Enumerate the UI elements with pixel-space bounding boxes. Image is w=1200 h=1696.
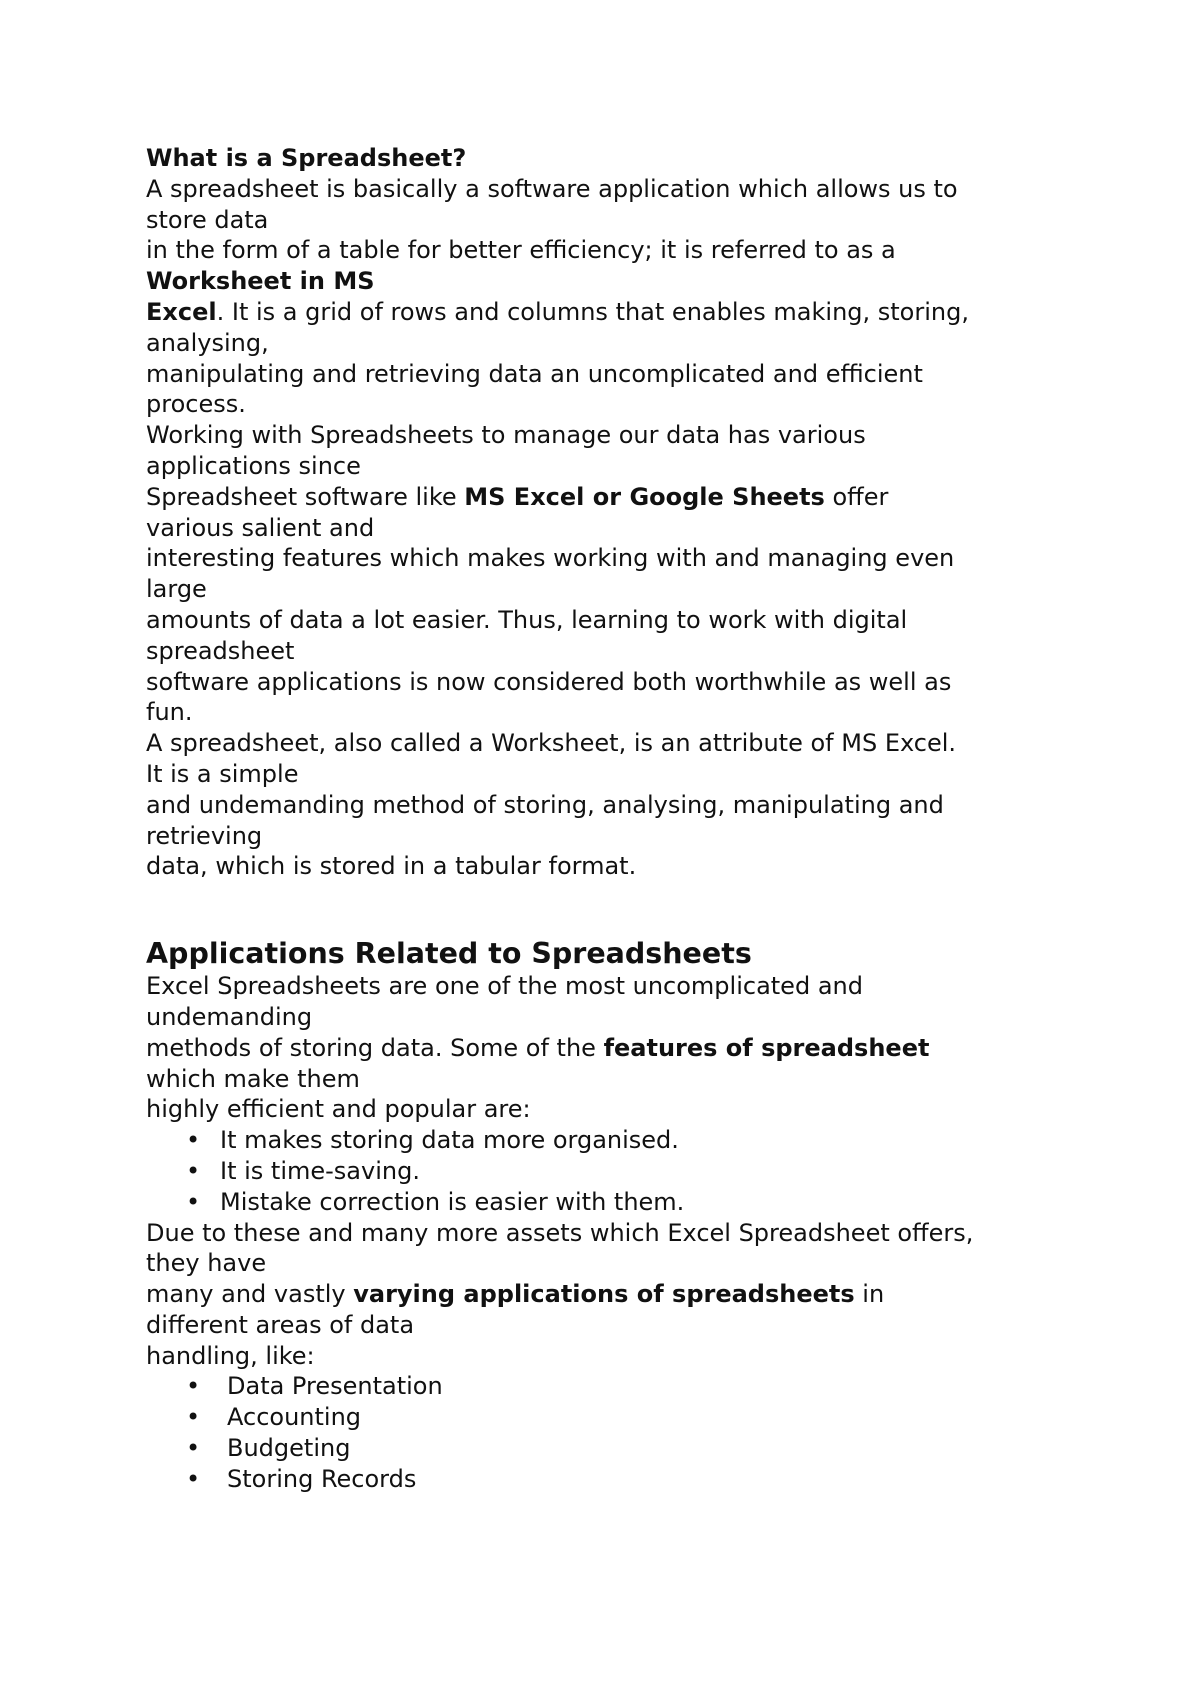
features-list: [146, 1125, 1136, 1217]
paragraph-line: data, which is stored in a tabular format.: [146, 852, 637, 881]
paragraph-line: which make them: [146, 1064, 360, 1093]
paragraph-line: [146, 1279, 1136, 1310]
paragraph-line: Due to these and many more assets which Excel Spreadsheet offers,: [146, 1218, 974, 1247]
section-heading-applications: Applications Related to Spreadsheets: [146, 937, 752, 971]
paragraph-line: [146, 482, 1136, 513]
paragraph-line: fun.: [146, 698, 193, 727]
list-item-text: It is time-saving.: [220, 1156, 420, 1185]
applications-list: [146, 1371, 1136, 1494]
bold-term-ms-excel-google-sheets: MS Excel or Google Sheets: [464, 482, 825, 511]
bold-term-worksheet: Worksheet in MS: [146, 267, 375, 296]
paragraph-line: store data: [146, 205, 269, 234]
paragraph-text: offer: [824, 482, 889, 511]
paragraph-line: they have: [146, 1249, 267, 1278]
paragraph-text: . It is a grid of rows and columns that enables making, storing,: [216, 297, 969, 326]
paragraph-line: process.: [146, 390, 246, 419]
bold-term-varying-applications: varying applications of spreadsheets: [353, 1280, 855, 1309]
list-item-text: Storing Records: [227, 1464, 417, 1493]
paragraph-line: and undemanding method of storing, analysing, manipulating and: [146, 790, 944, 819]
paragraph-line: different areas of data: [146, 1310, 415, 1339]
paragraph-line: manipulating and retrieving data an uncomplicated and efficient: [146, 359, 923, 388]
paragraph-line: in the form of a table for better efficiency; it is referred to as a: [146, 236, 896, 265]
document-page: [146, 143, 1136, 1495]
list-item: [146, 1464, 1136, 1495]
paragraph-line: retrieving: [146, 821, 263, 850]
list-item-text: Data Presentation: [227, 1372, 443, 1401]
list-item-text: It makes storing data more organised.: [220, 1126, 679, 1155]
list-item: [146, 1402, 1136, 1433]
section-heading-what-is-spreadsheet: What is a Spreadsheet?: [146, 144, 467, 172]
paragraph-line: It is a simple: [146, 759, 299, 788]
paragraph-line: spreadsheet: [146, 636, 295, 665]
paragraph-line: software applications is now considered both worthwhile as well as: [146, 667, 952, 696]
paragraph-line: undemanding: [146, 1002, 313, 1031]
paragraph-line: various salient and: [146, 513, 375, 542]
list-item: [146, 1156, 1136, 1187]
paragraph-line: [146, 1033, 1136, 1064]
paragraph-text: Spreadsheet software like: [146, 482, 465, 511]
paragraph-text: many and vastly: [146, 1280, 354, 1309]
paragraph-line: analysing,: [146, 328, 269, 357]
paragraph-line: A spreadsheet, also called a Worksheet, is an attribute of MS Excel.: [146, 729, 957, 758]
paragraph-line: amounts of data a lot easier. Thus, learning to work with digital: [146, 605, 908, 634]
bullet-icon: •: [186, 1434, 201, 1463]
paragraph-line: large: [146, 575, 207, 604]
bullet-icon: •: [186, 1464, 201, 1493]
paragraph-line: [146, 297, 1136, 328]
bullet-icon: •: [186, 1187, 201, 1216]
list-item-text: Mistake correction is easier with them.: [220, 1187, 685, 1216]
bullet-icon: •: [186, 1403, 201, 1432]
list-item: [146, 1187, 1136, 1218]
paragraph-line: A spreadsheet is basically a software application which allows us to: [146, 174, 958, 203]
paragraph-line: applications since: [146, 451, 361, 480]
paragraph-line: Working with Spreadsheets to manage our data has various: [146, 421, 866, 450]
bullet-icon: •: [186, 1372, 201, 1401]
paragraph-line: interesting features which makes working with and managing even: [146, 544, 955, 573]
list-item: [146, 1125, 1136, 1156]
paragraph-line: highly efficient and popular are:: [146, 1095, 531, 1124]
bold-term-features: features of spreadsheet: [603, 1033, 930, 1062]
paragraph-text: in: [854, 1280, 885, 1309]
list-item: [146, 1371, 1136, 1402]
paragraph-line: handling, like:: [146, 1341, 315, 1370]
list-item: [146, 1433, 1136, 1464]
bullet-icon: •: [186, 1156, 201, 1185]
list-item-text: Budgeting: [227, 1434, 351, 1463]
paragraph-text: methods of storing data. Some of the: [146, 1033, 604, 1062]
list-item-text: Accounting: [227, 1403, 362, 1432]
bold-term-excel: Excel: [146, 297, 217, 326]
bullet-icon: •: [186, 1126, 201, 1155]
paragraph-line: Excel Spreadsheets are one of the most uncomplicated and: [146, 972, 863, 1001]
